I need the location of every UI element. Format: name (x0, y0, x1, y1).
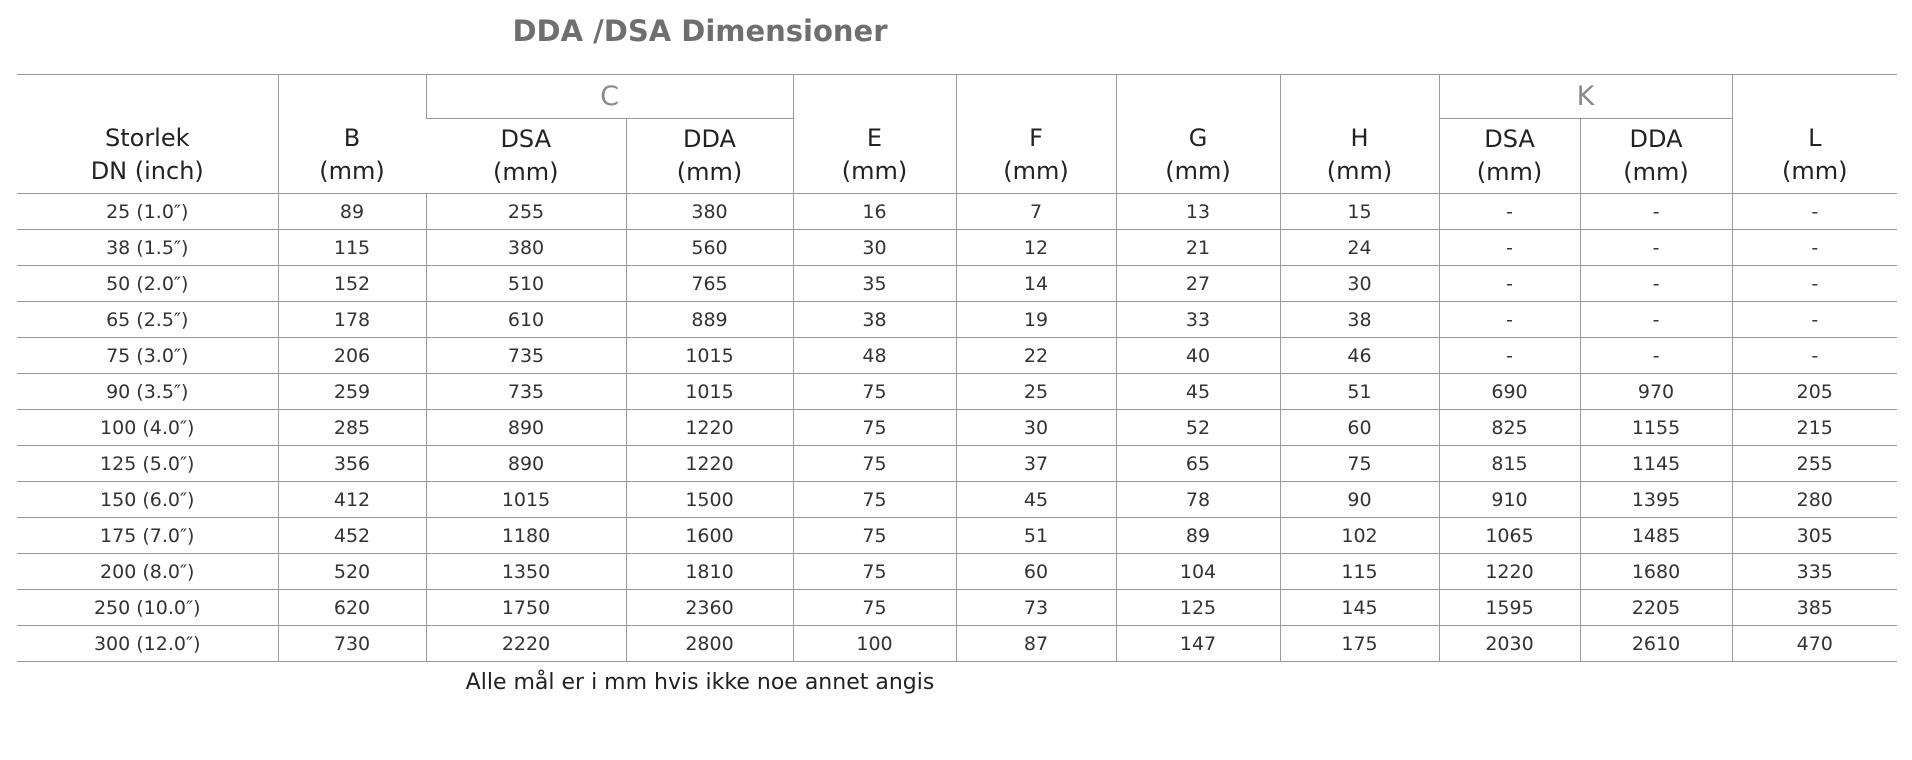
table-cell: 280 (1732, 482, 1897, 518)
table-cell: 100 (4.0″) (17, 410, 278, 446)
table-cell: 27 (1116, 266, 1280, 302)
table-cell: 16 (793, 194, 956, 230)
header-f: F (mm) (956, 75, 1116, 194)
table-cell: 7 (956, 194, 1116, 230)
table-cell: 75 (793, 410, 956, 446)
table-cell: 1220 (626, 446, 793, 482)
table-cell: 25 (1.0″) (17, 194, 278, 230)
table-cell: 380 (426, 230, 626, 266)
header-c-dsa: DSA (mm) (426, 119, 626, 194)
table-row (17, 410, 1897, 446)
header-l: L (mm) (1732, 75, 1897, 194)
table-cell: 125 (5.0″) (17, 446, 278, 482)
table-row (17, 626, 1897, 662)
table-cell: - (1580, 266, 1732, 302)
table-cell: 60 (1280, 410, 1439, 446)
table-cell: 145 (1280, 590, 1439, 626)
table-cell: 1015 (426, 482, 626, 518)
table-cell: 30 (956, 410, 1116, 446)
header-g: G (mm) (1116, 75, 1280, 194)
table-cell: 1145 (1580, 446, 1732, 482)
table-cell: 89 (278, 194, 426, 230)
table-cell: 65 (2.5″) (17, 302, 278, 338)
table-cell: 815 (1439, 446, 1580, 482)
header-e: E (mm) (793, 75, 956, 194)
table-cell: 175 (1280, 626, 1439, 662)
header-k-dsa: DSA (mm) (1439, 119, 1580, 194)
table-cell: 1500 (626, 482, 793, 518)
table-cell: 259 (278, 374, 426, 410)
table-cell: 90 (1280, 482, 1439, 518)
table-cell: 50 (2.0″) (17, 266, 278, 302)
table-title: DDA /DSA Dimensioner (512, 14, 888, 48)
table-cell: 51 (1280, 374, 1439, 410)
table-cell: 610 (426, 302, 626, 338)
table-row (17, 302, 1897, 338)
table-cell: 385 (1732, 590, 1897, 626)
table-cell: 75 (793, 554, 956, 590)
table-cell: 115 (278, 230, 426, 266)
table-cell: 33 (1116, 302, 1280, 338)
table-cell: 1220 (626, 410, 793, 446)
table-cell: 38 (1280, 302, 1439, 338)
table-cell: 78 (1116, 482, 1280, 518)
header-c-group: C (426, 75, 793, 119)
table-row (17, 374, 1897, 410)
table-cell: 75 (793, 374, 956, 410)
table-cell: 735 (426, 338, 626, 374)
table-cell: - (1580, 302, 1732, 338)
table-row (17, 338, 1897, 374)
footnote: Alle mål er i mm hvis ikke noe annet angis (465, 670, 935, 695)
table-cell: 730 (278, 626, 426, 662)
table-cell: - (1580, 194, 1732, 230)
table-cell: - (1732, 230, 1897, 266)
table-cell: 890 (426, 410, 626, 446)
table-cell: 560 (626, 230, 793, 266)
table-cell: 970 (1580, 374, 1732, 410)
table-cell: 75 (793, 446, 956, 482)
table-cell: 335 (1732, 554, 1897, 590)
table-cell: - (1732, 266, 1897, 302)
table-cell: 1155 (1580, 410, 1732, 446)
table-cell: 1485 (1580, 518, 1732, 554)
table-cell: 115 (1280, 554, 1439, 590)
table-cell: 1750 (426, 590, 626, 626)
table-cell: 48 (793, 338, 956, 374)
table-cell: 206 (278, 338, 426, 374)
table-cell: 470 (1732, 626, 1897, 662)
table-cell: 890 (426, 446, 626, 482)
table-cell: 19 (956, 302, 1116, 338)
table-cell: 75 (1280, 446, 1439, 482)
table-cell: 65 (1116, 446, 1280, 482)
table-cell: 300 (12.0″) (17, 626, 278, 662)
table-cell: 102 (1280, 518, 1439, 554)
dimensions-table (17, 74, 1897, 662)
table-cell: 12 (956, 230, 1116, 266)
table-cell: 150 (6.0″) (17, 482, 278, 518)
table-cell: 45 (1116, 374, 1280, 410)
table-cell: 100 (793, 626, 956, 662)
table-cell: 51 (956, 518, 1116, 554)
table-cell: 1810 (626, 554, 793, 590)
table-row (17, 482, 1897, 518)
table-cell: 2610 (1580, 626, 1732, 662)
table-cell: 356 (278, 446, 426, 482)
table-cell: - (1439, 302, 1580, 338)
table-cell: 125 (1116, 590, 1280, 626)
header-size: Storlek DN (inch) (17, 75, 278, 194)
table-cell: 75 (793, 482, 956, 518)
header-b: B (mm) (278, 75, 426, 194)
table-cell: 35 (793, 266, 956, 302)
table-cell: 255 (426, 194, 626, 230)
table-row (17, 446, 1897, 482)
table-cell: 1220 (1439, 554, 1580, 590)
table-row (17, 554, 1897, 590)
table-cell: 75 (793, 590, 956, 626)
table-cell: 147 (1116, 626, 1280, 662)
table-cell: 1395 (1580, 482, 1732, 518)
table-cell: 510 (426, 266, 626, 302)
table-cell: 520 (278, 554, 426, 590)
table-cell: 1015 (626, 338, 793, 374)
table-cell: - (1732, 338, 1897, 374)
table-cell: 38 (1.5″) (17, 230, 278, 266)
table-cell: 37 (956, 446, 1116, 482)
table-body (17, 194, 1897, 662)
table-row (17, 230, 1897, 266)
table-cell: - (1439, 194, 1580, 230)
table-cell: 825 (1439, 410, 1580, 446)
table-cell: 104 (1116, 554, 1280, 590)
table-cell: 1350 (426, 554, 626, 590)
table-cell: 1595 (1439, 590, 1580, 626)
table-cell: 30 (1280, 266, 1439, 302)
table-cell: 2800 (626, 626, 793, 662)
table-cell: 910 (1439, 482, 1580, 518)
table-row (17, 194, 1897, 230)
header-c-dda: DDA (mm) (626, 119, 793, 194)
table-cell: 87 (956, 626, 1116, 662)
table-cell: 250 (10.0″) (17, 590, 278, 626)
table-cell: 21 (1116, 230, 1280, 266)
table-cell: 75 (3.0″) (17, 338, 278, 374)
table-cell: 889 (626, 302, 793, 338)
table-cell: 46 (1280, 338, 1439, 374)
table-cell: 765 (626, 266, 793, 302)
table-cell: 1180 (426, 518, 626, 554)
header-k-group: K (1439, 75, 1732, 119)
table-row (17, 518, 1897, 554)
table-cell: 75 (793, 518, 956, 554)
table-cell: 178 (278, 302, 426, 338)
table-cell: - (1580, 230, 1732, 266)
table-cell: 38 (793, 302, 956, 338)
table-cell: 305 (1732, 518, 1897, 554)
table-cell: 2205 (1580, 590, 1732, 626)
table-cell: 215 (1732, 410, 1897, 446)
table-cell: 620 (278, 590, 426, 626)
table-cell: 2360 (626, 590, 793, 626)
table-cell: 60 (956, 554, 1116, 590)
table-cell: 14 (956, 266, 1116, 302)
table-cell: 412 (278, 482, 426, 518)
table-cell: 285 (278, 410, 426, 446)
table-cell: 22 (956, 338, 1116, 374)
table-cell: 24 (1280, 230, 1439, 266)
table-row (17, 590, 1897, 626)
table-cell: 690 (1439, 374, 1580, 410)
table-cell: 15 (1280, 194, 1439, 230)
table-cell: 205 (1732, 374, 1897, 410)
table-cell: 1015 (626, 374, 793, 410)
table-cell: - (1580, 338, 1732, 374)
table-cell: 255 (1732, 446, 1897, 482)
table-cell: 1680 (1580, 554, 1732, 590)
header-h: H (mm) (1280, 75, 1439, 194)
table-row (17, 266, 1897, 302)
header-k-dda: DDA (mm) (1580, 119, 1732, 194)
table-cell: 25 (956, 374, 1116, 410)
table-cell: - (1439, 230, 1580, 266)
table-cell: 52 (1116, 410, 1280, 446)
table-cell: 89 (1116, 518, 1280, 554)
table-cell: 1065 (1439, 518, 1580, 554)
table-cell: 735 (426, 374, 626, 410)
table-cell: 1600 (626, 518, 793, 554)
table-cell: 45 (956, 482, 1116, 518)
table-cell: 452 (278, 518, 426, 554)
table-cell: 30 (793, 230, 956, 266)
table-cell: 200 (8.0″) (17, 554, 278, 590)
table-cell: 380 (626, 194, 793, 230)
table-cell: 152 (278, 266, 426, 302)
table-cell: 175 (7.0″) (17, 518, 278, 554)
table-cell: 40 (1116, 338, 1280, 374)
table-cell: 90 (3.5″) (17, 374, 278, 410)
table-cell: - (1732, 194, 1897, 230)
table-cell: 2030 (1439, 626, 1580, 662)
table-cell: - (1732, 302, 1897, 338)
table-cell: 73 (956, 590, 1116, 626)
table-cell: - (1439, 266, 1580, 302)
table-cell: 13 (1116, 194, 1280, 230)
table-cell: - (1439, 338, 1580, 374)
table-cell: 2220 (426, 626, 626, 662)
